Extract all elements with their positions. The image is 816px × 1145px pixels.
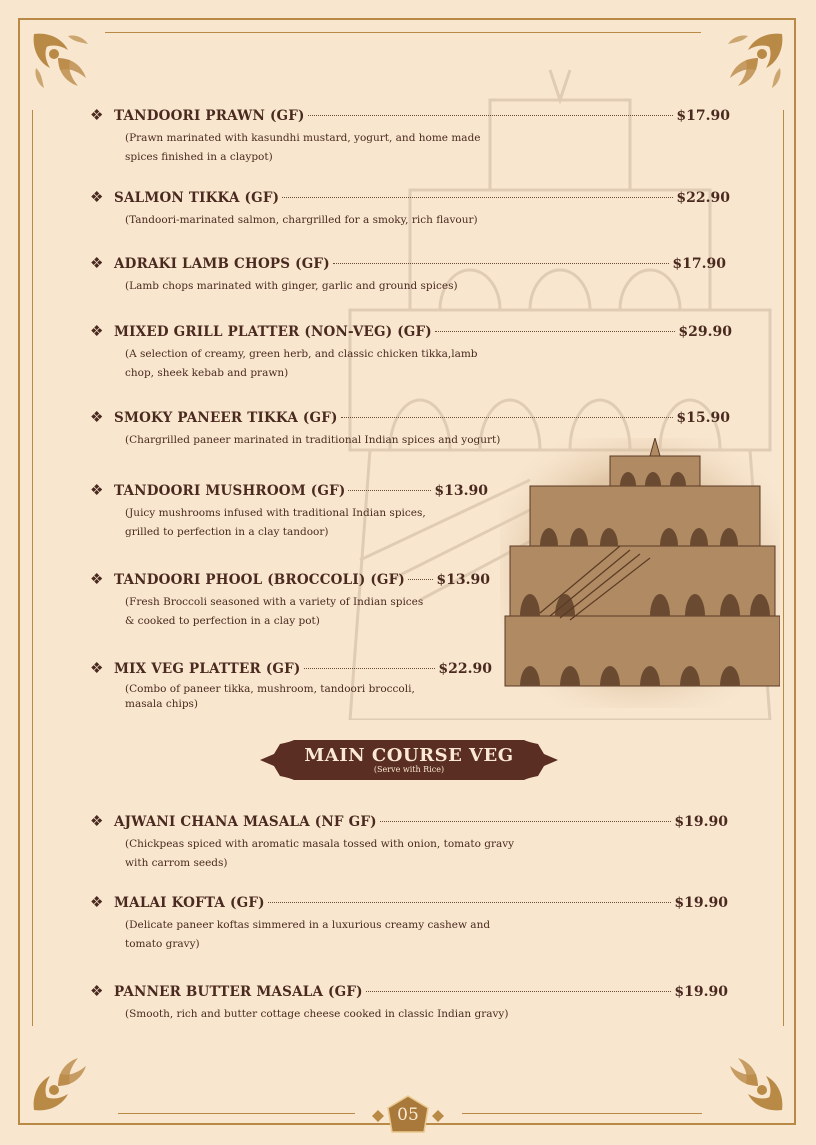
page-number: 05 [397, 1105, 419, 1125]
leader-dots [380, 821, 672, 822]
menu-item-mixed-grill-platter [90, 321, 732, 383]
item-name: PANNER BUTTER MASALA (GF) [114, 984, 363, 1000]
left-rule [32, 110, 33, 1026]
leader-dots [308, 115, 674, 116]
item-name: MIX VEG PLATTER (GF) [114, 661, 301, 677]
corner-ornament-bottom-right [722, 1050, 788, 1116]
corner-ornament-bottom-left [28, 1050, 94, 1116]
bullet-icon: ❖ [90, 106, 104, 124]
bullet-icon: ❖ [90, 408, 104, 426]
bullet-icon: ❖ [90, 982, 104, 1000]
item-price: $13.90 [434, 483, 488, 499]
top-rule [105, 32, 701, 33]
menu-item-ajwani-chana-masala [90, 811, 728, 873]
item-price: $19.90 [674, 984, 728, 1000]
leader-dots [341, 417, 674, 418]
leader-dots [268, 902, 672, 903]
item-name: TANDOORI MUSHROOM (GF) [114, 483, 346, 499]
bullet-icon: ❖ [90, 188, 104, 206]
item-name: TANDOORI PHOOL (BROCCOLI) (GF) [114, 572, 406, 588]
leader-dots [435, 331, 676, 332]
item-price: $15.90 [676, 410, 730, 426]
bullet-icon: ❖ [90, 812, 104, 830]
bullet-icon: ❖ [90, 893, 104, 911]
item-name: MIXED GRILL PLATTER (NON-VEG) (GF) [114, 324, 432, 340]
bullet-icon: ❖ [90, 570, 104, 588]
item-price: $17.90 [676, 108, 730, 124]
bottom-rule-left [118, 1113, 355, 1114]
leader-dots [348, 490, 431, 491]
bottom-rule-right [462, 1113, 702, 1114]
menu-item-salmon-tikka [90, 187, 730, 230]
menu-item-tandoori-phool [90, 569, 490, 631]
leader-dots [282, 197, 673, 198]
item-price: $22.90 [676, 190, 730, 206]
leader-dots [366, 991, 672, 992]
bullet-icon: ❖ [90, 322, 104, 340]
item-price: $19.90 [674, 895, 728, 911]
item-description: (Juicy mushrooms infused with traditional Indian spices, grilled to perfection in a clay tandoor) [125, 507, 426, 538]
item-description: (A selection of creamy, green herb, and classic chicken tikka,lamb chop, sheek kebab and prawn) [125, 348, 478, 379]
item-name: AJWANI CHANA MASALA (NF GF) [114, 814, 377, 830]
palace-illustration [500, 438, 780, 708]
item-price: $22.90 [438, 661, 492, 677]
item-price: $13.90 [436, 572, 490, 588]
item-name: ADRAKI LAMB CHOPS (GF) [114, 256, 330, 272]
item-description: (Chargrilled paneer marinated in traditional Indian spices and yogurt) [125, 434, 501, 446]
corner-ornament-top-left [28, 28, 94, 94]
item-description: (Combo of paneer tikka, mushroom, tandoori broccoli, masala chips) [125, 683, 415, 710]
item-description: (Lamb chops marinated with ginger, garlic and ground spices) [125, 280, 458, 292]
item-description: (Fresh Broccoli seasoned with a variety of Indian spices & cooked to perfection in a clay pot) [125, 596, 424, 627]
menu-item-mix-veg-platter [90, 658, 492, 712]
item-name: MALAI KOFTA (GF) [114, 895, 265, 911]
menu-item-adraki-lamb-chops [90, 253, 726, 296]
bullet-icon: ❖ [90, 659, 104, 677]
menu-item-panner-butter-masala [90, 981, 728, 1024]
leader-dots [304, 668, 436, 669]
bullet-icon: ❖ [90, 254, 104, 272]
section-title: MAIN COURSE VEG [304, 745, 514, 766]
item-name: TANDOORI PRAWN (GF) [114, 108, 305, 124]
item-name: SMOKY PANEER TIKKA (GF) [114, 410, 338, 426]
item-description: (Chickpeas spiced with aromatic masala tossed with onion, tomato gravy with carrom seeds) [125, 838, 515, 869]
leader-dots [333, 263, 670, 264]
section-banner-main-course-veg [260, 740, 558, 780]
item-price: $19.90 [674, 814, 728, 830]
item-description: (Tandoori-marinated salmon, chargrilled for a smoky, rich flavour) [125, 214, 478, 226]
menu-item-malai-kofta [90, 892, 728, 954]
menu-item-tandoori-mushroom [90, 480, 488, 542]
menu-item-tandoori-prawn [90, 105, 730, 167]
item-description: (Prawn marinated with kasundhi mustard, yogurt, and home made spices finished in a claypot) [125, 132, 481, 163]
page-number-badge [370, 1094, 446, 1138]
item-description: (Smooth, rich and butter cottage cheese cooked in classic Indian gravy) [125, 1008, 509, 1020]
section-subtitle: (Serve with Rice) [373, 765, 445, 774]
item-price: $29.90 [678, 324, 732, 340]
menu-item-smoky-paneer-tikka [90, 407, 730, 450]
item-description: (Delicate paneer koftas simmered in a luxurious creamy cashew and tomato gravy) [125, 919, 491, 950]
item-price: $17.90 [672, 256, 726, 272]
item-name: SALMON TIKKA (GF) [114, 190, 280, 206]
bullet-icon: ❖ [90, 481, 104, 499]
leader-dots [408, 579, 433, 580]
